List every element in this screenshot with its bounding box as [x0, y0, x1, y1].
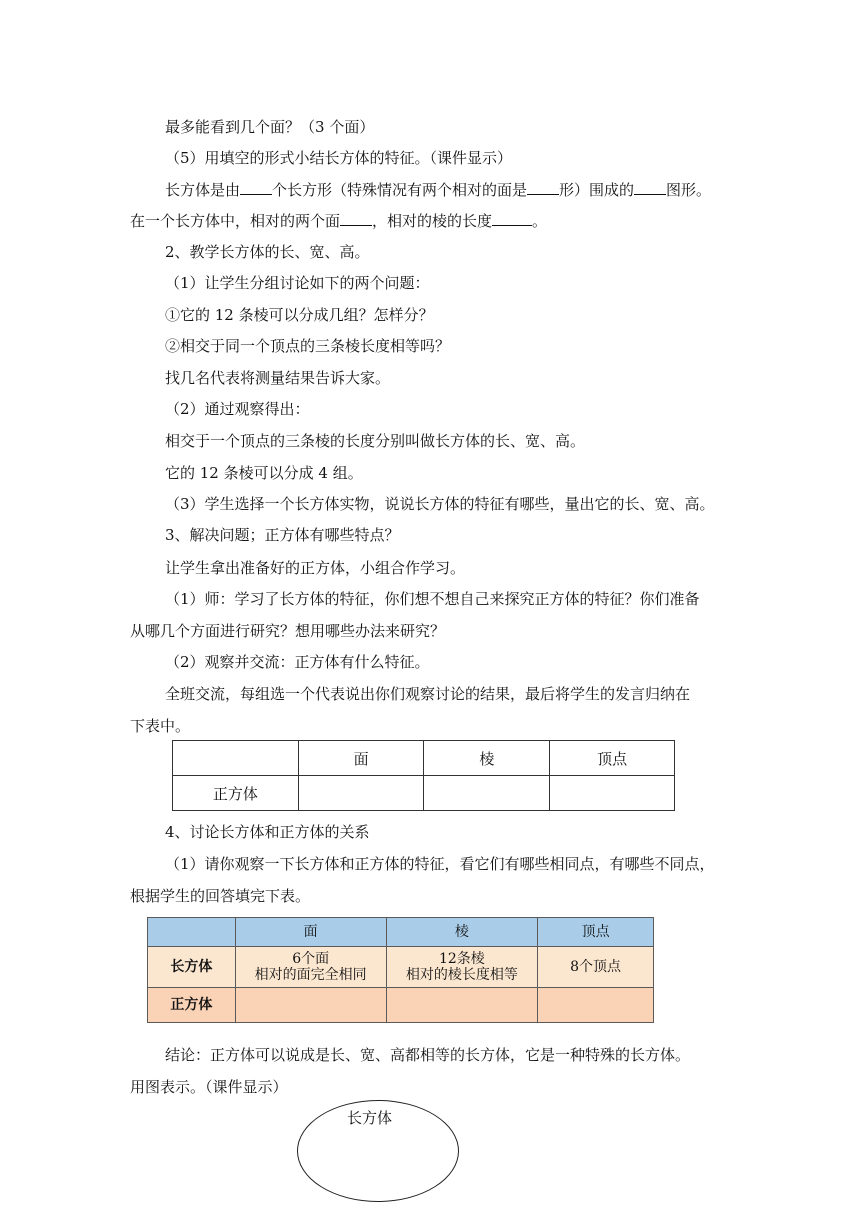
section-heading: 2、教学长方体的长、宽、高。: [165, 243, 370, 261]
table-header-row: [148, 918, 654, 947]
text-fragment: 个长方形（特殊情况有两个相对的面是: [272, 181, 528, 199]
blank: [240, 180, 272, 195]
cuboid-face-cell: [235, 947, 386, 988]
text-line: 它的 12 条棱可以分成 4 组。: [165, 464, 363, 482]
table-cell: [298, 776, 424, 811]
table-header-face: 面: [298, 741, 424, 776]
text-line: ②相交于同一个顶点的三条棱长度相等吗？: [165, 337, 451, 355]
text-line: （3）学生选择一个长方体实物，说说长方体的特征有哪些，量出它的长、宽、高。: [165, 495, 715, 513]
table-cell: [550, 776, 675, 811]
text-line: （2）观察并交流：正方体有什么特征。: [165, 653, 430, 671]
cuboid-vertex-cell: 8个顶点: [538, 947, 654, 988]
text-line: 找几名代表将测量结果告诉大家。: [165, 369, 391, 387]
text-line: 用图表示。（课件显示）: [130, 1078, 288, 1096]
text-line: （5）用填空的形式小结长方体的特征。（课件显示）: [165, 149, 513, 167]
cell-line: 12条棱: [438, 951, 485, 967]
table-header-face: 面: [235, 918, 386, 947]
table-row-cuboid: [148, 947, 654, 988]
table-row-cube: [148, 988, 654, 1023]
cell-line: 相对的棱长度相等: [405, 967, 518, 983]
text-line: 让学生拿出准备好的正方体，小组合作学习。: [165, 559, 466, 577]
text-line: 下表中。: [130, 717, 191, 735]
table-cell: [386, 988, 538, 1023]
blank: [634, 180, 666, 195]
text-line: 根据学生的回答填完下表。: [130, 887, 311, 905]
comparison-table-image: [147, 917, 654, 1023]
table-cell: [173, 741, 299, 776]
row-label-cuboid: 长方体: [148, 947, 236, 988]
cell-line: 6个面: [292, 951, 330, 967]
cube-features-table: [172, 740, 675, 811]
text-line: 全班交流，每组选一个代表说出你们观察讨论的结果，最后将学生的发言归纳在: [165, 685, 691, 703]
text-line: （1）请你观察一下长方体和正方体的特征，看它们有哪些相同点，有哪些不同点，: [165, 855, 715, 873]
text-fragment: 在一个长方体中，相对的两个面: [130, 212, 341, 230]
text-line: ①它的 12 条棱可以分成几组？怎样分？: [165, 306, 434, 324]
table-cell: [148, 918, 236, 947]
text-fragment: 图形。: [666, 181, 712, 199]
row-label-cube: 正方体: [173, 776, 299, 811]
text-line: 最多能看到几个面？（3 个面）: [165, 118, 375, 136]
section-heading: 3、解决问题；正方体有哪些特点？: [165, 526, 400, 544]
text-fragment: 长方体是由: [165, 181, 241, 199]
table-cell: [538, 988, 654, 1023]
table-cell: [235, 988, 386, 1023]
table-header-edge: 棱: [424, 741, 550, 776]
blank: [492, 211, 532, 226]
fill-blank-line: [130, 211, 547, 231]
table-header-row: [173, 741, 675, 776]
table-row: [173, 776, 675, 811]
table-header-vertex: 顶点: [538, 918, 654, 947]
conclusion-text: 结论：正方体可以说成是长、宽、高都相等的长方体，它是一种特殊的长方体。: [165, 1046, 691, 1064]
text-fragment: 。: [532, 212, 548, 230]
text-line: 相交于一个顶点的三条棱的长度分别叫做长方体的长、宽、高。: [165, 432, 586, 450]
text-line: （1）让学生分组讨论如下的两个问题：: [165, 274, 430, 292]
text-line: （1）师：学习了长方体的特征，你们想不想自己来探究正方体的特征？你们准备: [165, 590, 700, 608]
table-cell: [424, 776, 550, 811]
text-fragment: 形）围成的: [559, 181, 635, 199]
text-fragment: ，相对的棱的长度: [372, 212, 493, 230]
text-line: （2）通过观察得出：: [165, 400, 310, 418]
cuboid-edge-cell: [386, 947, 538, 988]
cell-line: 相对的面完全相同: [254, 967, 367, 983]
text-line: 从哪几个方面进行研究？想用哪些办法来研究？: [130, 622, 446, 640]
blank: [527, 180, 559, 195]
fill-blank-line: [165, 180, 711, 200]
blank: [340, 211, 372, 226]
section-heading: 4、讨论长方体和正方体的关系: [165, 823, 370, 841]
table-header-edge: 棱: [386, 918, 538, 947]
ellipse-label: 长方体: [347, 1109, 393, 1127]
table-header-vertex: 顶点: [550, 741, 675, 776]
row-label-cube: 正方体: [148, 988, 236, 1023]
